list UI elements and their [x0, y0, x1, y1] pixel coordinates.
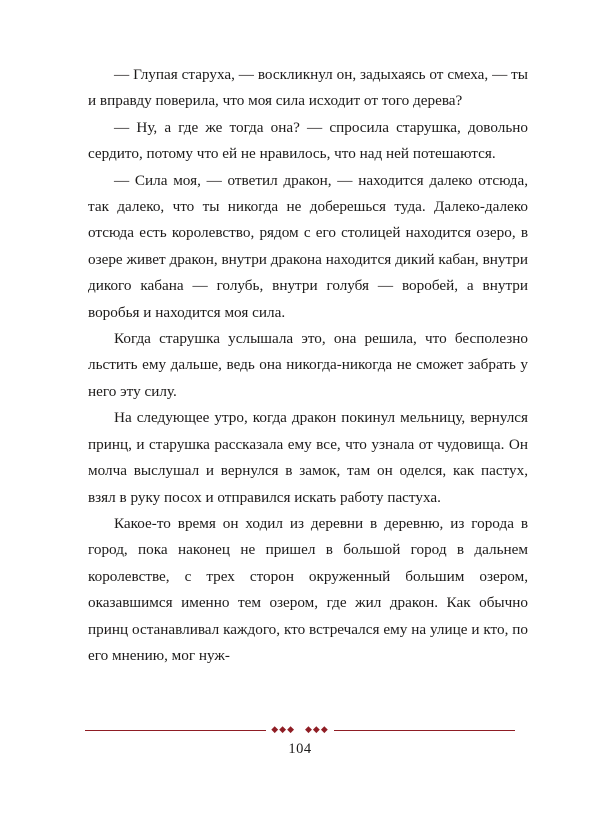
paragraph: — Ну, а где же тогда она? — спросила старушка, довольно сердито, потому что ей не нравилось, что над ней потешаются. — [88, 118, 528, 163]
divider-line-left — [85, 730, 266, 731]
divider-line-right — [334, 730, 515, 731]
paragraph: Когда старушка услышала это, она решила, что бесполезно льстить ему дальше, ведь она никогда-никогда не сможет забрать у него эту силу. — [88, 330, 528, 400]
diamond-ornament-icon: ◆◆◆ — [271, 724, 295, 734]
paragraph: На следующее утро, когда дракон покинул мельницу, вернулся принц, и старушка рассказала ему все, что узнала от чудовища. Он молча выслушал и вернулся в замок, там он оделся, как пастух, взял в руку посох и отправился искать работу пастуха. — [88, 409, 528, 506]
paragraph: — Сила моя, — ответил дракон, — находится далеко отсюда, так далеко, что ты никогда не доберешься туда. Далеко-далеко отсюда есть королевство, рядом с его столицей находится озеро, в озере живет дракон, внутри дракона находится дикий кабан, внутри дикого кабана — голубь, внутри голубя — воробей, а внутри воробья и находится моя сила. — [88, 171, 528, 321]
diamond-ornament-icon: ◆◆◆ — [305, 724, 329, 734]
page-number: 104 — [288, 741, 312, 757]
page-body — [88, 62, 528, 669]
paragraph: Какое-то время он ходил из деревни в деревню, из города в город, пока наконец не пришел в большой город в дальнем королевстве, с трех сторон окруженный большим озером, оказавшимся именно тем озером, где жил дракон. Как обычно принц останавливал каждого, кто встречался ему на улице и кто, по его мнению, мог нуж- — [88, 514, 528, 664]
paragraph: — Глупая старуха, — воскликнул он, задыхаясь от смеха, — ты и вправду поверила, что моя сила исходит от того дерева? — [88, 66, 528, 110]
page-footer — [0, 726, 600, 758]
footer-divider — [85, 726, 515, 735]
